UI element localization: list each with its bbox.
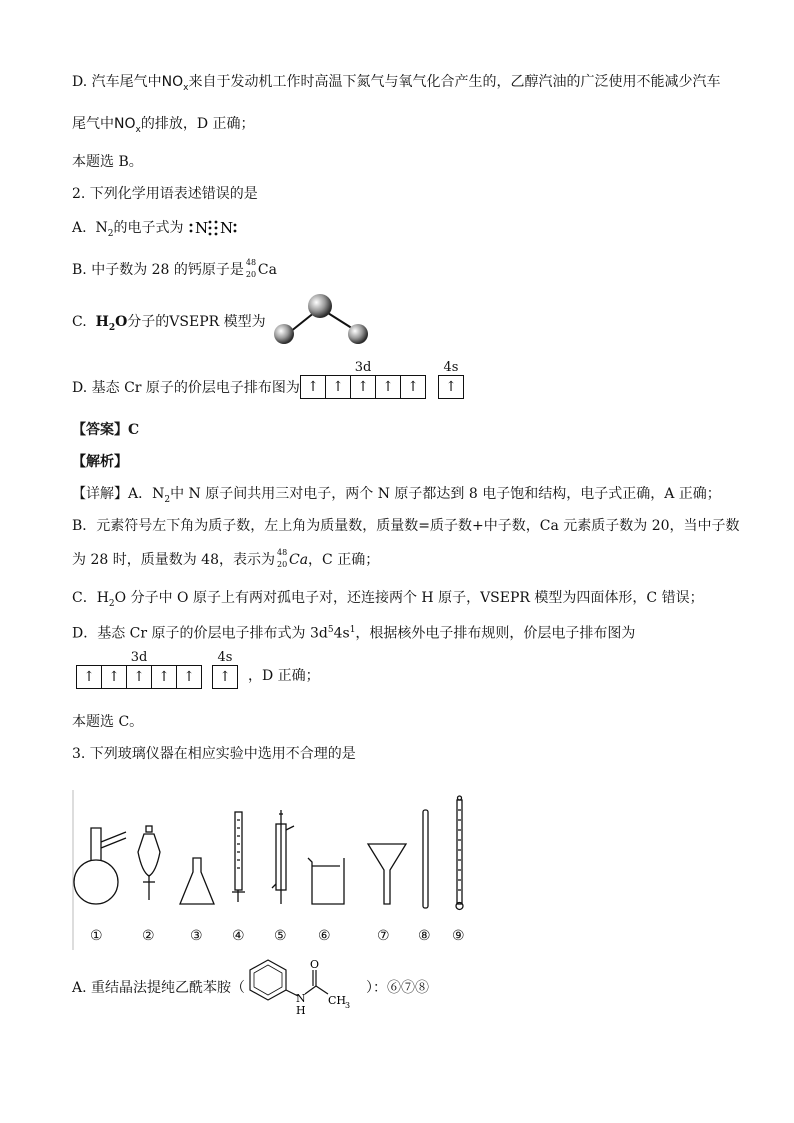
mass-number: 48 xyxy=(276,548,288,557)
detail-d xyxy=(72,620,635,644)
mass-number: 48 xyxy=(245,258,257,267)
label-4: ④ xyxy=(232,928,245,944)
lewis-n-left: N xyxy=(194,219,209,237)
label-5: ⑤ xyxy=(274,928,287,944)
text: 尾气中 xyxy=(72,116,114,132)
orbital-box: ↑ xyxy=(76,665,101,689)
condenser-icon xyxy=(272,810,294,904)
sup: 1 xyxy=(349,625,356,635)
analysis-label: 【解析】 xyxy=(72,454,128,470)
sub: 2 xyxy=(164,494,171,505)
conical-flask-icon xyxy=(180,858,214,904)
orbital-box: ↑ xyxy=(212,665,238,689)
orbital-box: ↑ xyxy=(375,375,400,399)
nox-formula xyxy=(114,116,141,135)
thermometer-icon xyxy=(456,796,463,910)
detail-a xyxy=(72,484,721,510)
label-1: ① xyxy=(90,928,103,944)
text: 【详解】A．N xyxy=(72,486,165,502)
label-6: ⑥ xyxy=(318,928,331,944)
q2-option-b xyxy=(72,260,277,280)
atomic-number: 20 xyxy=(276,560,288,569)
burette-icon xyxy=(232,812,245,902)
nox-sub: x xyxy=(135,124,141,135)
n2: N xyxy=(95,220,108,236)
q3-option-a-pre: A. 重结晶法提纯乙酰苯胺（ xyxy=(72,980,246,996)
detail-b2 xyxy=(72,550,379,570)
glass-rod-icon xyxy=(423,810,428,908)
h2o-o: O xyxy=(115,314,128,330)
orbital-box: ↑ xyxy=(101,665,126,689)
text: D. 汽车尾气中 xyxy=(72,74,162,90)
label: C. xyxy=(72,314,87,330)
ca-symbol: Ca xyxy=(288,552,309,568)
label-7: ⑦ xyxy=(377,928,390,944)
sup: 5 xyxy=(327,625,334,635)
orbital-diagram-detail xyxy=(76,650,320,689)
detail-c xyxy=(72,588,704,614)
label-9: ⑨ xyxy=(452,928,465,944)
beaker-icon xyxy=(308,858,344,904)
prev-option-d-line2 xyxy=(72,114,255,140)
lewis-n-right: N xyxy=(219,219,234,237)
sub: 2 xyxy=(108,598,115,609)
text: O 分子中 O 原子上有两对孤电子对，还连接两个 H 原子，VSEPR 模型为四面体形，C 错误； xyxy=(114,590,704,606)
q2-option-c xyxy=(72,312,266,338)
prev-option-d-line1 xyxy=(72,72,720,98)
orbital-box: ↑ xyxy=(151,665,176,689)
label-4s: 4s xyxy=(443,360,459,375)
orbitals-3d xyxy=(300,375,426,399)
text: C．H xyxy=(72,590,109,606)
mol-3: 3 xyxy=(345,1001,351,1010)
h2o-sub: 2 xyxy=(108,322,116,333)
ca-nuclide xyxy=(244,260,258,280)
mol-ch: CH xyxy=(328,994,347,1007)
text: ，根据核外电子排布规则，价层电子排布图为 xyxy=(355,625,636,642)
prev-choice: 本题选 B。 xyxy=(72,154,143,170)
text: ，C 正确； xyxy=(308,552,380,568)
mol-o: O xyxy=(310,958,320,971)
ca-nuclide xyxy=(275,550,289,570)
funnel-icon xyxy=(368,844,406,904)
q3-option-a-post: ）：⑥⑦⑧ xyxy=(366,980,429,996)
text: 中 N 原子间共用三对电子，两个 N 原子都达到 8 电子饱和结构，电子式正确，A 正确； xyxy=(170,486,721,502)
orbital-box: ↑ xyxy=(176,665,202,689)
acetanilide-structure xyxy=(242,954,362,1018)
answer-label: 【答案】C xyxy=(72,422,140,438)
orbital-box: ↑ xyxy=(438,375,464,399)
orbitals-4s xyxy=(438,375,464,399)
orbital-box: ↑ xyxy=(126,665,151,689)
nox: NO xyxy=(161,74,184,90)
mol-n: N xyxy=(296,992,306,1005)
text: 4s xyxy=(333,625,350,642)
orbital-diagram-q2 xyxy=(300,360,464,399)
label-3d: 3d xyxy=(130,650,148,665)
glassware-figure xyxy=(72,780,492,950)
ca-symbol: Ca xyxy=(257,262,277,278)
mol-h: H xyxy=(296,1004,306,1017)
orbitals-4s xyxy=(212,665,238,689)
detail-b1: B．元素符号左下角为质子数，左上角为质量数，质量数=质子数+中子数，Ca 元素质子数为 20，当中子数 xyxy=(72,518,740,534)
orbital-box: ↑ xyxy=(300,375,325,399)
label-3: ③ xyxy=(190,928,203,944)
text: 的排放，D 正确； xyxy=(140,116,255,132)
text: 来自于发动机工作时高温下氮气与氧气化合产生的，乙醇汽油的广泛使用不能减少汽车 xyxy=(188,74,721,90)
text: B. 中子数为 28 的钙原子是 xyxy=(72,262,244,278)
label-4s: 4s xyxy=(217,650,233,665)
nox-formula xyxy=(161,74,189,93)
h2o: H xyxy=(95,314,109,330)
label: A. xyxy=(72,220,87,236)
atomic-number: 20 xyxy=(245,270,257,279)
n2-sub: 2 xyxy=(107,228,114,239)
text: 的电子式为 xyxy=(113,220,184,236)
label-8: ⑧ xyxy=(418,928,431,944)
orbital-box: ↑ xyxy=(400,375,426,399)
text: 为 28 时，质量数为 48，表示为 xyxy=(72,552,275,568)
orbital-box: ↑ xyxy=(350,375,375,399)
nox-sub: x xyxy=(183,82,189,93)
distillation-flask-icon xyxy=(74,828,126,904)
vsepr-model-image xyxy=(270,290,376,348)
q2-option-d: D. 基态 Cr 原子的价层电子排布图为 xyxy=(72,380,300,396)
text: D．基态 Cr 原子的价层电子排布式为 3d xyxy=(72,625,328,642)
label-3d: 3d xyxy=(354,360,372,375)
n2-lewis-structure xyxy=(188,218,244,238)
orbitals-3d xyxy=(76,665,202,689)
nox: NO xyxy=(114,116,136,132)
q2-option-a xyxy=(72,218,244,244)
choice-2: 本题选 C。 xyxy=(72,714,144,730)
label-2: ② xyxy=(142,928,155,944)
q3-stem: 3. 下列玻璃仪器在相应实验中选用不合理的是 xyxy=(72,746,356,762)
orbital-box: ↑ xyxy=(325,375,350,399)
separatory-funnel-icon xyxy=(138,826,160,900)
text: ，D 正确； xyxy=(248,668,320,684)
q2-stem: 2. 下列化学用语表述错误的是 xyxy=(72,186,258,202)
text: 分子的VSEPR 模型为 xyxy=(127,314,266,330)
